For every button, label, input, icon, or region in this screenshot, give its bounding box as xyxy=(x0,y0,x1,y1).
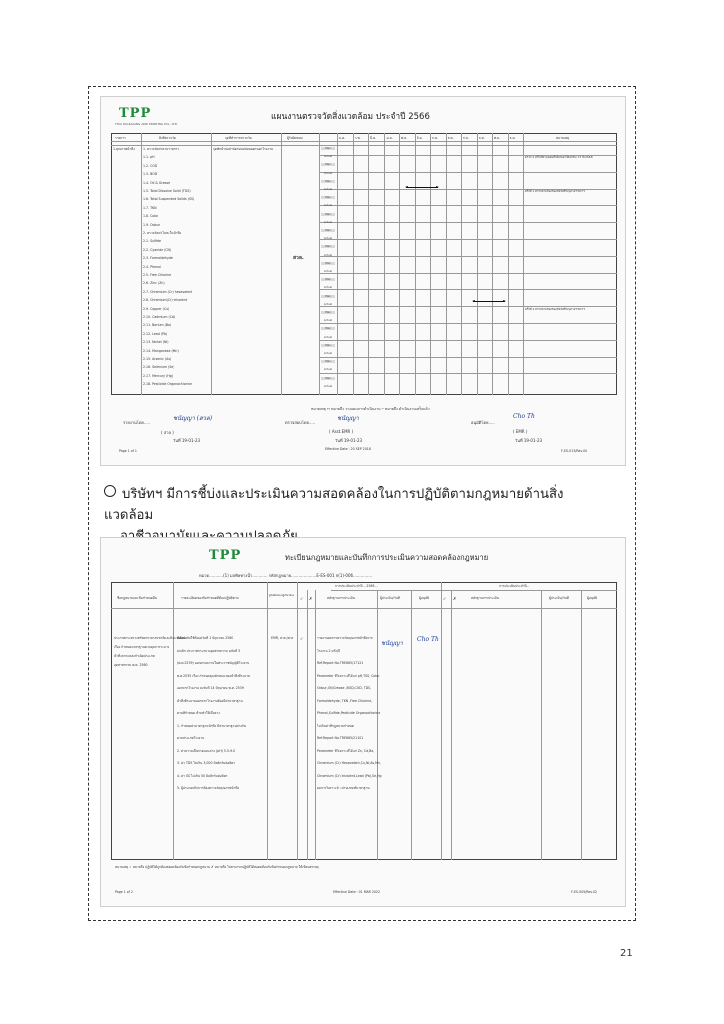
month-header: มี.ค. xyxy=(370,136,377,140)
text-line: Parameter ที่วิเคราะห์ได้แก่ pH,TSS, Color, xyxy=(317,673,381,678)
plan-label: Plan xyxy=(321,377,335,380)
col-owner: ผู้รับผิดชอบ/ผู้เกี่ยวข้อง xyxy=(269,594,295,597)
text-line: โรงงาน 2 ครั้ง/ปี xyxy=(317,648,341,653)
header-type: รายการ xyxy=(115,136,126,140)
plan-label: Plan xyxy=(321,295,335,298)
col-evidence: หลักฐานการประเมิน xyxy=(327,596,355,600)
plan-label: Plan xyxy=(321,278,335,281)
actual-label: Actual xyxy=(323,335,333,339)
parameter-row: 1.3. BOD xyxy=(143,172,158,177)
actual-label: Actual xyxy=(323,286,333,290)
approved-date: วันที่ 19-01-23 xyxy=(515,438,543,443)
check-icon: ✓ xyxy=(300,596,304,601)
parameter-row: 2.11. Barium (Ba) xyxy=(143,323,172,328)
actual-label: Actual xyxy=(323,384,333,388)
col-evaluator-2: ผู้ประเมิน/วันที่ xyxy=(549,596,569,600)
legal-register-scan xyxy=(100,537,626,907)
plan-label: Plan xyxy=(321,360,335,363)
register-title: ทะเบียนกฎหมายและบันทึกการประเมินความสอดคล้องกฎหมาย xyxy=(285,553,489,562)
month-header: ก.ย. xyxy=(463,136,469,140)
parameter-row: 2.1. Sulfide xyxy=(143,239,162,244)
parameter-row: 2. ตรวจวัดค่าโลหะในน้ำทิ้ง xyxy=(143,231,182,235)
remark-3: ครั้งที่ 2 ตรวจตามช่องของปัจจัยที่ระบุตามรายการ xyxy=(525,307,585,311)
approved-by-label: อนุมัติโดย..... xyxy=(471,420,495,425)
plan-label: Plan xyxy=(321,311,335,314)
register-legend: หมายเหตุ ✓ หมายถึง ปฏิบัติได้ถูกต้องสอดคล้องกับข้อกำหนดกฎหมาย ✗ หมายถึง ไม่สามารถปฏิบัติได้สอดคล้องกับข้อกำหนดกฎหมาย ให้เขียนสาเหตุ xyxy=(115,865,319,869)
actual-label: Actual xyxy=(323,220,333,224)
actual-label: Actual xyxy=(323,188,333,191)
text-line: Chromium (Cr) Hexavalent,Cu,Ni,As,Mn, xyxy=(317,761,381,765)
parameter-row: 1.8. Color xyxy=(143,214,159,219)
prepared-date: วันที่ 19-01-23 xyxy=(173,438,201,443)
actual-label: Actual xyxy=(323,253,333,257)
prepared-role: ( สวล ) xyxy=(161,430,174,435)
cross-icon-2: ✗ xyxy=(453,596,457,601)
month-header: ธ.ค. xyxy=(509,136,516,140)
approved-role: ( EMR ) xyxy=(513,429,528,434)
parameter-row: 2.2. Cyanide (CN) xyxy=(143,247,172,252)
check-icon-2: ✓ xyxy=(443,596,447,601)
plan-title: แผนงานตรวจวัดสิ่งแวดล้อม ประจำปี 2566 xyxy=(271,112,430,122)
col-evidence-2: หลักฐานการประเมิน xyxy=(471,596,499,600)
text-line: อุตสาหกรรม พ.ศ. 2560 xyxy=(114,663,148,667)
month-header: มิ.ย. xyxy=(416,136,423,140)
text-line: 1. กำหนดค่ามาตรฐานน้ำทิ้ง มีค่ามาตรฐานต่างกัน xyxy=(177,723,247,728)
actual-label: Actual xyxy=(323,237,333,241)
register-form-number: F-ES-005/Rev.02 xyxy=(571,890,598,894)
actual-label: Actual xyxy=(323,155,333,159)
plan-label: Plan xyxy=(321,163,335,166)
plan-effective-date: Effective Date : 20 SEP 2018 xyxy=(325,447,371,451)
parameter-row: 2.12. Lead (Pb) xyxy=(143,331,168,336)
plan-arrow-2 xyxy=(473,301,505,302)
plan-label: Plan xyxy=(321,262,335,265)
parameter-row: 2.16. Selenium (Se) xyxy=(143,365,175,370)
col-approver-2: ผู้อนุมัติ xyxy=(587,596,598,600)
parameter-row: 2.10. Cadmium (Cd) xyxy=(143,315,176,319)
col-evaluator: ผู้ประเมิน/วันที่ xyxy=(380,596,400,600)
cross-icon: ✗ xyxy=(309,596,313,601)
text-line: ยกเลิก ประกาศกระทรวงอุตสาหกรรม ฉบับที่ 3 xyxy=(177,648,241,653)
parameter-row: 2.3. Formaldehyde xyxy=(143,256,173,261)
plan-label: Plan xyxy=(321,327,335,330)
bullet-line-1: บริษัทฯ มีการชี้บ่งและประเมินความสอดคล้องในการปฏิบัติตามกฎหมายด้านสิ่งแวดล้อม xyxy=(104,487,564,523)
plan-label: Plan xyxy=(321,229,335,232)
col-eval-year: การประเมินประจำปี ...2565... xyxy=(335,584,378,588)
approved-signature: Cho Th xyxy=(513,413,535,420)
plan-form-number: F-ES-013/Rev.00 xyxy=(561,449,588,453)
month-header: ก.ค. xyxy=(432,136,439,140)
parameter-row: 1.1. pH xyxy=(143,155,155,160)
parameter-row: 1.4. Oil & Grease xyxy=(143,180,171,185)
plan-label: Plan xyxy=(321,147,335,150)
text-line: Parameter ที่วิเคราะห์ได้แก่ Zn, Cd,Ba, xyxy=(317,748,375,753)
remark-2: ครั้งที่ 1 ตรวจตามช่องของปัจจัยที่ระบุตามรายการ xyxy=(525,189,585,193)
parameter-row: 2.18. Pesticide Organochlorine xyxy=(143,382,192,387)
text-line: 2. ค่าความเป็นกรดและด่าง (pH) 5.5-9.0 xyxy=(177,748,236,753)
checked-signature: ชนัญญา xyxy=(337,415,359,422)
logo-caption: THAI PACKAGING AND PRINTING PCL. LTD. xyxy=(115,122,178,126)
col-law: ชื่อกฎหมายและข้อกำหนดอื่น xyxy=(117,596,157,600)
plan-label: Plan xyxy=(321,344,335,347)
actual-label: Actual xyxy=(323,171,333,175)
parameter-row: 2.15. Arsenic (As) xyxy=(143,357,172,361)
measure-point: จุดพักน้ำบ่อบำบัดก่อนปล่อยออกนอกโรงงาน xyxy=(213,147,273,151)
parameter-row: 2.5. Free Chlorine xyxy=(143,273,172,277)
tpp-logo: TPP xyxy=(119,106,152,121)
month-header: พ.ย. xyxy=(494,136,500,140)
month-header: ม.ค. xyxy=(339,136,346,140)
plan-label: Plan xyxy=(321,213,335,216)
parameter-row: 2.9. Copper (Cu) xyxy=(143,306,170,311)
text-line: ออกจากโรงงาน ลงวันที่ 14 มิถุนายน พ.ศ. 2539 xyxy=(177,686,244,690)
col-eval-next: การประเมินประจำปี... xyxy=(499,584,530,588)
plan-legend: หมายเหตุ ↔ หมายถึง วางแผนการดำเนินงาน ─ หมายถึง ดำเนินงานเสร็จแล้ว xyxy=(311,407,430,411)
register-category-line: หมวด...........(1) มลพิษทางน้ำ............ รหัสกฎหมาย....................E-ES-001 n(1)-006............... xyxy=(199,573,373,578)
text-line: 5. ผู้ประกอบกิจการต้องตรวจวัดคุณภาพน้ำทิ้ง xyxy=(177,786,240,790)
text-line: Phenol,Sulfide,Pesticide Organochlorine xyxy=(317,711,381,715)
register-effective-date: Effective Date : 01 MAR 2022 xyxy=(333,890,380,894)
actual-label: Actual xyxy=(323,368,333,372)
actual-label: Actual xyxy=(323,204,333,208)
text-line: มีผลบังคับใช้ตั้งแต่วันที่ 1 มิถุนายน 2560 xyxy=(177,636,234,640)
parameter-row: 1. ตรวจวัดค่าตามรายการ xyxy=(143,147,180,151)
header-point: จุดที่ทำการตรวจวัด xyxy=(225,136,252,140)
text-line: ผลการวิเคราะห์ : ผ่านเกณฑ์มาตรฐาน xyxy=(317,786,370,790)
parameter-row: 2.8. Chromium(Cr) trivalent xyxy=(143,298,188,303)
text-line: 3. ค่า TDS ไม่เกิน 3,000 มิลลิกรัมต่อลิตร xyxy=(177,761,235,765)
plan-label: Plan xyxy=(321,196,335,199)
page-number: 21 xyxy=(620,948,633,959)
parameter-row: 2.7. Chromium (Cr) hexavalent xyxy=(143,289,193,294)
circle-bullet-icon xyxy=(104,485,116,497)
text-line: Formaldehyde, TKN ,Free Chlorine, xyxy=(317,698,373,703)
owner-cell: EMR, สวล./สวล xyxy=(271,636,294,640)
text-line: น้ำทิ้งที่ระบายออกจากโรงงานต้องมีค่ามาตรฐาน xyxy=(177,698,243,703)
parameter-row: 1.7. TKN xyxy=(143,205,157,210)
checked-role: ( Asst.EMR ) xyxy=(329,429,354,434)
text-line: (พ.ศ.2539) ออกตามความในพระราชบัญญัติโรงงาน xyxy=(177,661,250,665)
actual-label: Actual xyxy=(323,270,333,273)
text-line: รายงานผลการตรวจวัดคุณภาพน้ำทิ้งจาก xyxy=(317,636,373,640)
parameter-row: 1.6. Total Suspended Solids (SS) xyxy=(143,197,195,202)
text-line: ตามที่กำหนด ห้ามทำให้เจือจาง xyxy=(177,711,220,715)
text-line: เรื่อง กำหนดมาตรฐานควบคุมการระบาย xyxy=(114,645,170,649)
col-approver: ผู้อนุมัติ xyxy=(419,596,430,600)
text-line: พ.ศ.2535 เรื่อง กำหนดคุณลักษณะของน้ำทิ้งที่ระบาย xyxy=(177,673,250,678)
month-header: ต.ค. xyxy=(478,136,485,140)
parameter-row: 2.14. Manganese (Mn) xyxy=(143,348,179,353)
checked-date: วันที่ 19-01-23 xyxy=(335,438,363,443)
owner-text: สวล. xyxy=(293,255,304,261)
category-label: 1.คุณภาพน้ำทิ้ง xyxy=(113,147,135,151)
text-line: Chromium (Cr) trivalent,Lead (Pb),Se,Hg xyxy=(317,773,382,778)
text-line: ประกาศกระทรวงทรัพยากรธรรมชาติและสิ่งแวดล้อม xyxy=(114,636,186,640)
text-line: 4. ค่า SS ไม่เกิน 50 มิลลิกรัมต่อลิตร xyxy=(177,773,228,778)
parameter-row: 2.17. Mercury (Hg) xyxy=(143,373,173,378)
month-header: เม.ย. xyxy=(385,136,393,140)
text-line: Ref.Report No.TRE665/21101 xyxy=(317,736,364,740)
text-line: น้ำทิ้งจากแหล่งกำเนิดประเภท xyxy=(114,654,155,658)
prepared-signature: ชนัญญา (สวล) xyxy=(173,415,213,422)
checked-by-label: ตรวจสอบโดย..... xyxy=(285,420,316,425)
plan-arrow-1 xyxy=(406,187,438,188)
parameter-row: 2.4. Phenol xyxy=(143,264,161,269)
header-owner: ผู้รับผิดชอบ xyxy=(287,136,303,140)
parameter-row: 2.13. Nickel (Ni) xyxy=(143,340,169,345)
parameter-row: 1.5. Total Dissolve Solid (TDS) xyxy=(143,189,191,193)
prepared-by-label: รายงานโดย..... xyxy=(123,420,151,425)
register-page: Page 1 of 2 xyxy=(115,890,133,894)
text-line: ตามประเภทโรงงาน xyxy=(177,736,205,740)
month-header: พ.ค. xyxy=(401,136,408,140)
text-line: ไม่เกินค่าที่กฎหมายกำหนด xyxy=(317,723,354,728)
remark-1: ตรวจ 2 ครั้ง/ปีตามแผนที่ได้เสนอไว้ต่อกรม/ 37 ปี(2563) xyxy=(525,155,594,159)
plan-label: Plan xyxy=(321,180,335,183)
col-summary: รายละเอียดของข้อกำหนดที่ต้องปฏิบัติตาม xyxy=(181,596,239,600)
plan-page: Page 1 of 1 xyxy=(119,449,137,453)
compliant-check-icon: ✓ xyxy=(300,636,304,641)
tpp-logo-2: TPP xyxy=(209,548,242,563)
parameter-row: 1.2. COD xyxy=(143,163,158,168)
approver-signature: Cho Th xyxy=(417,636,439,643)
actual-label: Actual xyxy=(323,352,333,355)
monitoring-plan-scan xyxy=(100,96,626,466)
text-line: Odour,Oil/Grease ,BOD,COD, TDS, xyxy=(317,686,372,690)
actual-label: Actual xyxy=(323,319,333,323)
header-parameter: สิ่งที่ตรวจวัด xyxy=(159,136,176,140)
plan-label: Plan xyxy=(321,245,335,248)
month-header: ส.ค. xyxy=(447,136,454,140)
actual-label: Actual xyxy=(323,302,333,306)
parameter-row: 2.6. Zinc (Zn) xyxy=(143,281,165,286)
evaluator-signature: ชนัญญา xyxy=(381,640,403,647)
header-remark: หมายเหตุ xyxy=(556,136,570,140)
month-header: ก.พ. xyxy=(354,136,361,140)
text-line: Ref.Report No.TRE665/17121 xyxy=(317,661,364,665)
parameter-row: 1.9. Odour xyxy=(143,222,160,227)
